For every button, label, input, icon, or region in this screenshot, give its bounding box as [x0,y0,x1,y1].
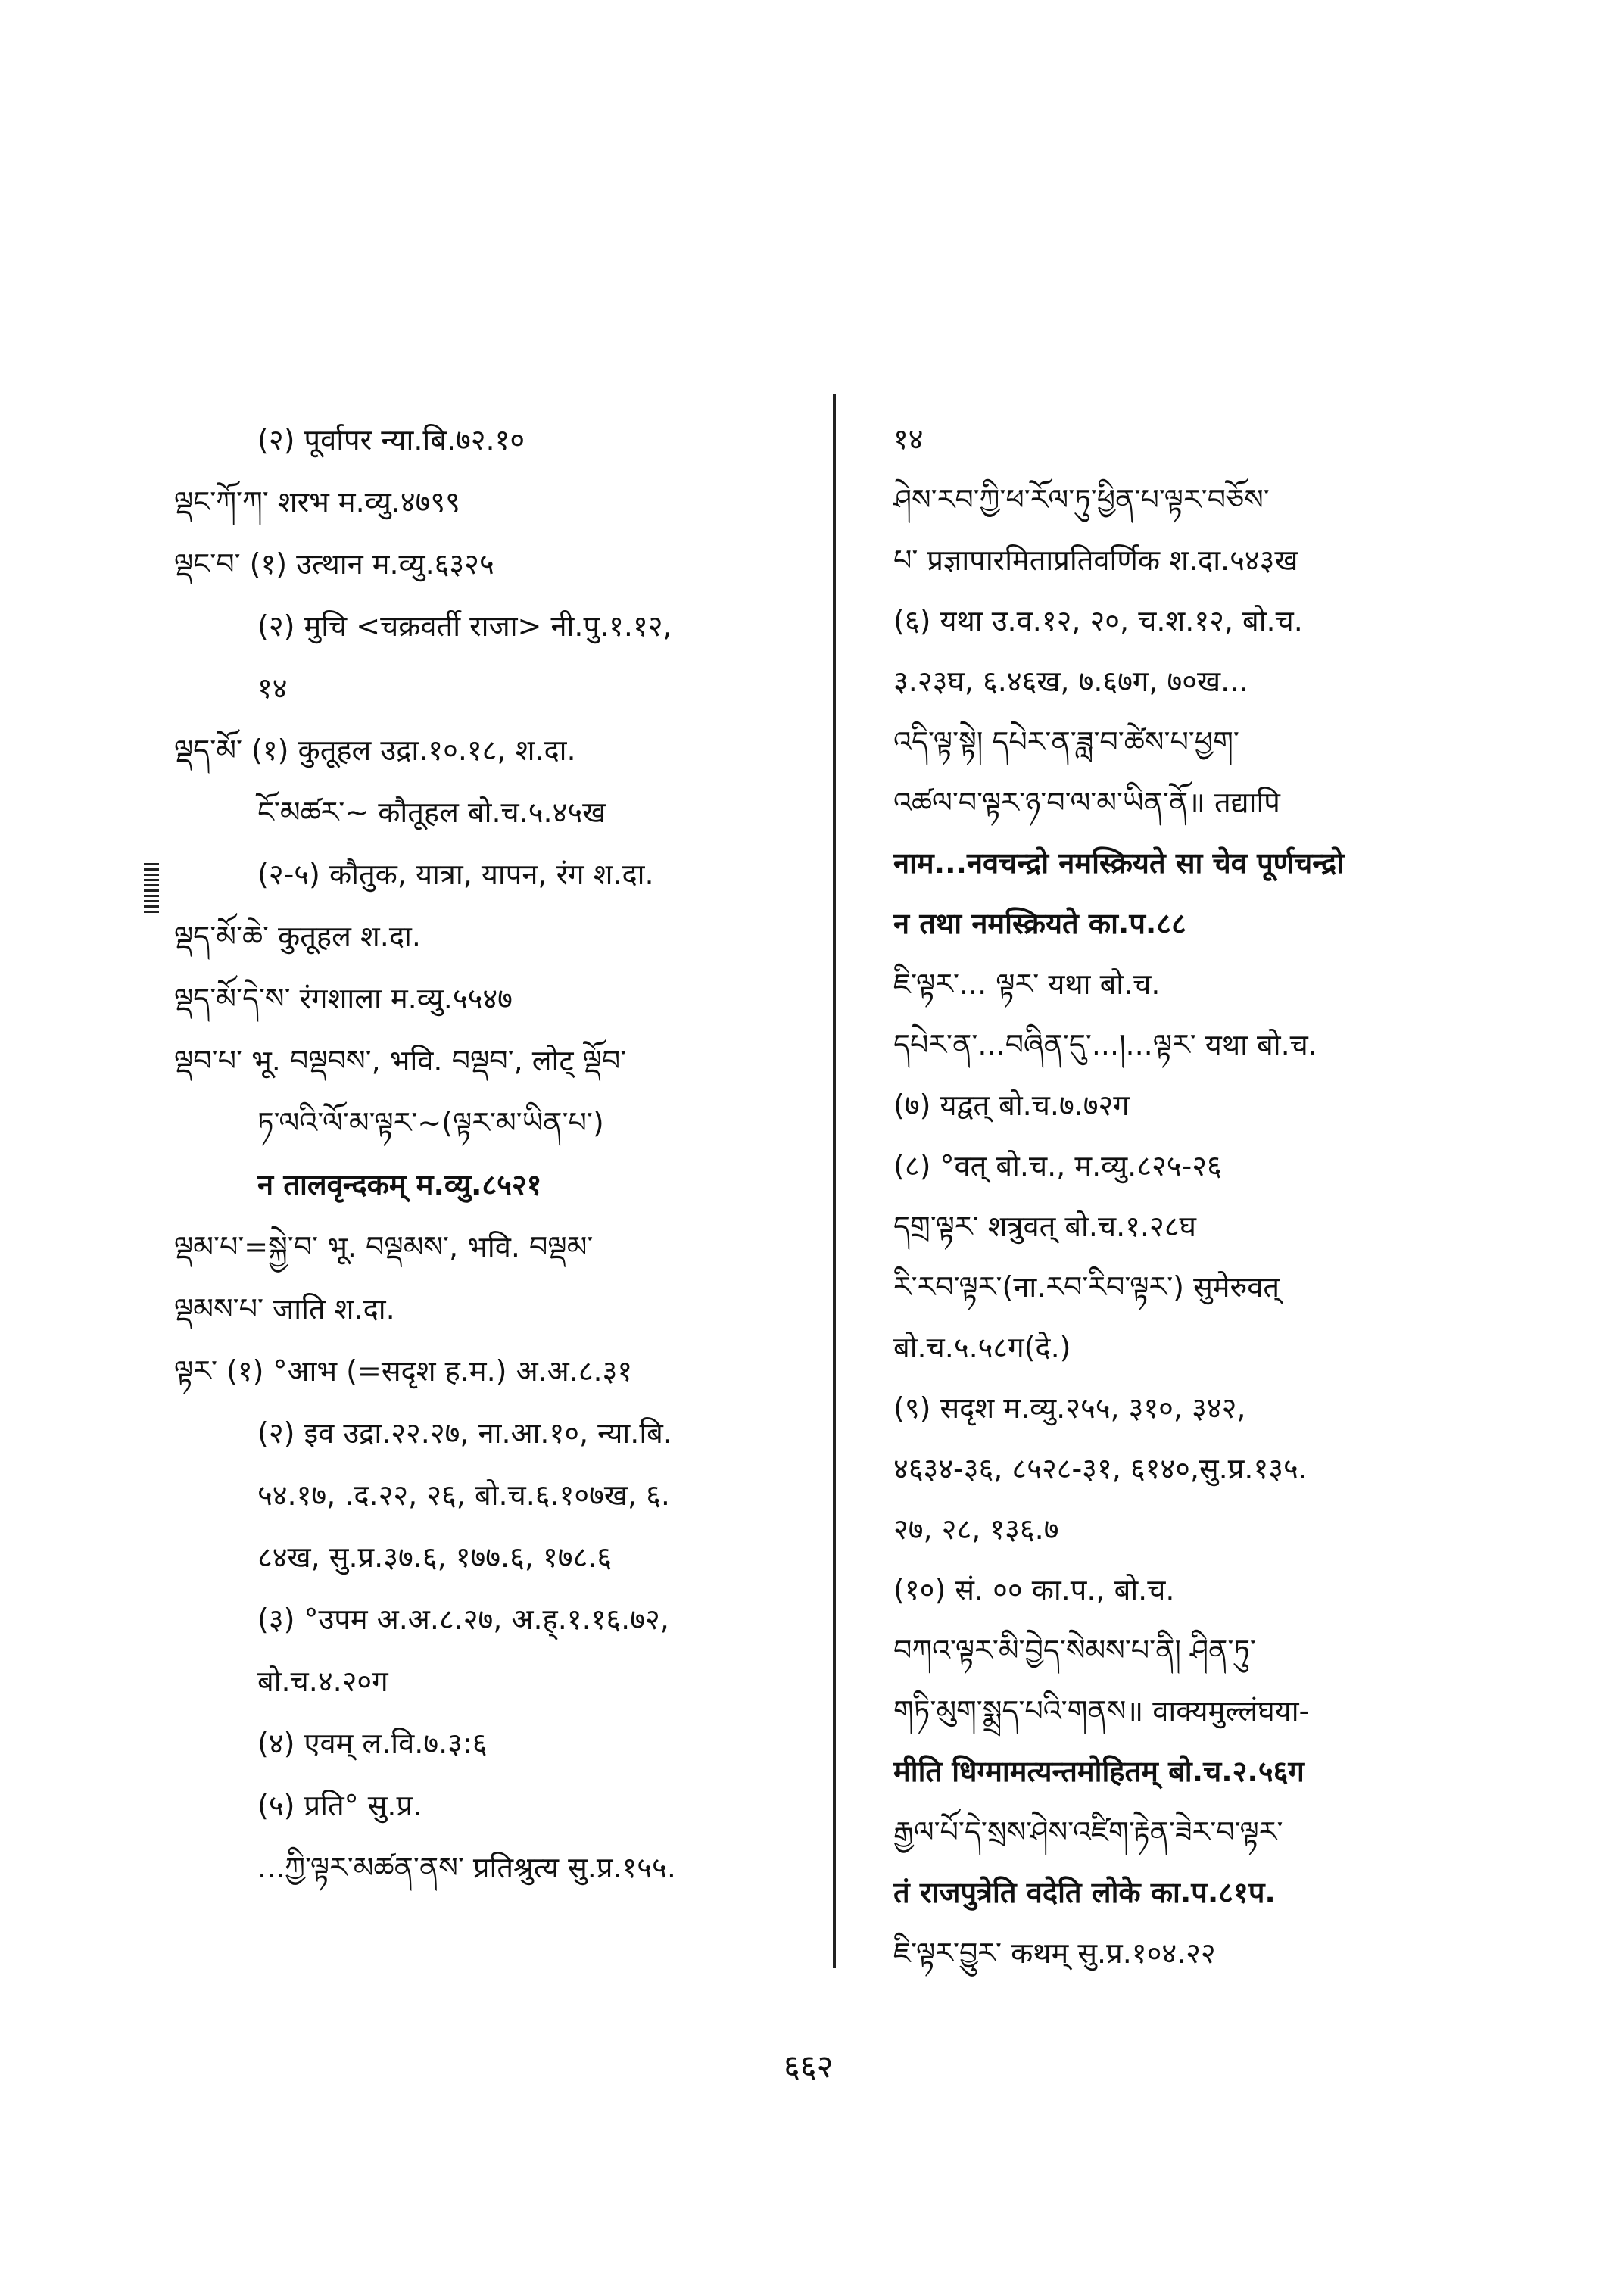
page-number: ६६२ [784,2048,834,2085]
right-entry-line: གཏི་མུག་སྨྲད་པའི་གནས॥ वाक्यमुल्लंघया- [893,1694,1310,1728]
left-entry-line: बो.च.४.२०ग [257,1665,388,1698]
left-entry-line: (२) मुचि <चक्रवर्ती राजा> नी.पु.१.१२, [257,609,672,643]
right-entry-line: १४ [893,422,924,456]
right-entry-line: ཇི་ལྟར་... ལྟར་ यथा बो.च. [893,967,1161,1001]
left-entry-line: (३) °उपम अ.अ.८.२७, अ.ह्.१.१६.७२, [257,1603,669,1636]
left-entry-line: ལྡད་མོ་ཆེ་ कुतूहल श.दा. [174,920,421,953]
right-entry-line: (६) यथा उ.व.१२, २०, च.श.१२, बो.च. [893,604,1303,637]
left-entry-line: (२) इव उद्रा.२२.२७, ना.आ.१०, न्या.बि. [257,1416,672,1450]
right-entry-line: तं राजपुत्रेति वदेति लोके का.प.८१प. [893,1876,1276,1909]
right-entry-line: དཔེར་ན་...བཞིན་དུ་...།...ལྟར་ यथा बो.च. [893,1028,1317,1061]
left-entry-line: ལྡང་ཀོ་ཀ་ शरभ म.व्यु.४७९९ [174,485,460,519]
right-entry-line: འདི་ལྟ་སྟེ། དཔེར་ན་ཟླ་བ་ཚེས་པ་ཕྱག་ [893,725,1239,759]
left-entry-line: ५४.१७, .द.२२, २६, बो.च.६.१०७ख, ६. [257,1478,670,1512]
left-entry-line: ལྡད་མོ་དེ་ས་ रंगशाला म.व्यु.५५४७ [174,982,513,1015]
left-entry-line: ལྡད་མོ་ (१) कुतूहल उद्रा.१०.१८, श.दा. [174,734,576,767]
right-entry-line: (१०) सं. ०० का.प., बो.च. [893,1573,1175,1606]
left-entry-line: ལྡམ་པ་=སྐྱེ་བ་ भू. བལྡམས་, भवि. བལྡམ་ [174,1230,594,1263]
left-entry-line: ལྟར་ (१) °आभ (=सदृश ह.म.) अ.अ.८.३१ [174,1354,633,1388]
right-entry-line: नाम...नवचन्द्रो नमस्क्रियते सा चेव पूर्णचन्द्रो [893,846,1345,880]
left-entry-line: ཏ་ལའི་ལོ་མ་ལྟར་~(ལྟར་མ་ཡིན་པ་) [257,1106,604,1139]
left-entry-line: न तालवृन्दकम् म.व्यु.८५२१ [257,1168,542,1201]
right-entry-line: ४६३४-३६, ८५२८-३१, ६१४०,सु.प्र.१३५. [893,1452,1308,1485]
right-entry-line: བཀའ་ལྟར་མི་བྱེད་སེམས་པ་ནི། ཤིན་ཏུ་ [893,1634,1256,1667]
right-entry-line: དགྲ་ལྟར་ शत्रुवत् बो.च.१.२८घ [893,1210,1196,1243]
left-column [174,409,818,1899]
right-entry-line: པ་ प्रज्ञापारमिताप्रतिवर्णिक श.दा.५४३ख [893,544,1298,577]
right-entry-line: ३.२३घ, ६.४६ख, ७.६७ग, ७०ख... [893,665,1248,698]
right-entry-line: मीति धिग्मामत्यन्तमोहितम् बो.च.२.५६ग [893,1755,1304,1788]
left-entry-line: ८४ख, सु.प्र.३७.६, १७७.६, १७८.६ [257,1541,613,1574]
margin-mark [144,863,159,916]
left-entry-line: (२) पूर्वापर न्या.बि.७२.१० [257,423,525,456]
right-entry-line: (८) °वत् बो.च., म.व्यु.८२५-२६ [893,1149,1222,1182]
column-divider [833,394,836,1968]
right-entry-line: बो.च.५.५८ग(दे.) [893,1331,1071,1364]
left-entry-line: (४) एवम् ल.वि.७.३:६ [257,1727,488,1760]
left-entry-line: ལྡམས་པ་ जाति श.दा. [174,1292,395,1326]
right-entry-line: न तथा नमस्क्रियते का.प.८८ [893,907,1186,940]
left-entry-line: ལྡང་བ་ (१) उत्थान म.व्यु.६३२५ [174,547,494,581]
left-entry-line: ངོ་མཚར་~ कौतूहल बो.च.५.४५ख [257,796,606,829]
right-entry-line: (७) यद्वत् बो.च.७.७२ग [893,1089,1130,1122]
right-entry-line: རི་རབ་ལྟར་(ना.རབ་རིབ་ལྟར་) सुमेरुवत् [893,1270,1280,1304]
right-entry-line: ཤེས་རབ་ཀྱི་ཕ་རོལ་ཏུ་ཕྱིན་པ་ལྟར་བཅོས་ [893,483,1270,516]
right-column [893,409,1469,1983]
left-entry-line: १४ [257,671,288,705]
left-entry-line: ...ཀྱི་ལྟར་མཚན་ནས་ प्रतिश्रुत्य सु.प्र.१५५. [257,1851,676,1884]
left-entry-line: (२-५) कौतुक, यात्रा, यापन, रंग श.दा. [257,858,654,891]
left-entry-line: (५) प्रति° सु.प्र. [257,1789,422,1822]
right-entry-line: རྒྱལ་པོ་དེ་སྲས་ཤེས་འཛིག་རྟེན་ཟེར་བ་ལྟར་ [893,1815,1283,1849]
right-entry-line: (९) सदृश म.व्यु.२५५, ३१०, ३४२, [893,1391,1246,1425]
right-entry-line: ཇི་ལྟར་བྱུར་ कथम् सु.प्र.१०४.२२ [893,1936,1216,1970]
right-entry-line: འཚལ་བ་ལྟར་ཉ་བ་ལ་མ་ཡིན་ནོ॥ तद्यापि [893,786,1280,819]
left-entry-line: ལྡབ་པ་ भू. བལྡབས་, भवि. བལྡབ་, लोट् ལྡོབ་ [174,1044,627,1077]
right-entry-line: २७, २८, १३६.७ [893,1513,1059,1546]
